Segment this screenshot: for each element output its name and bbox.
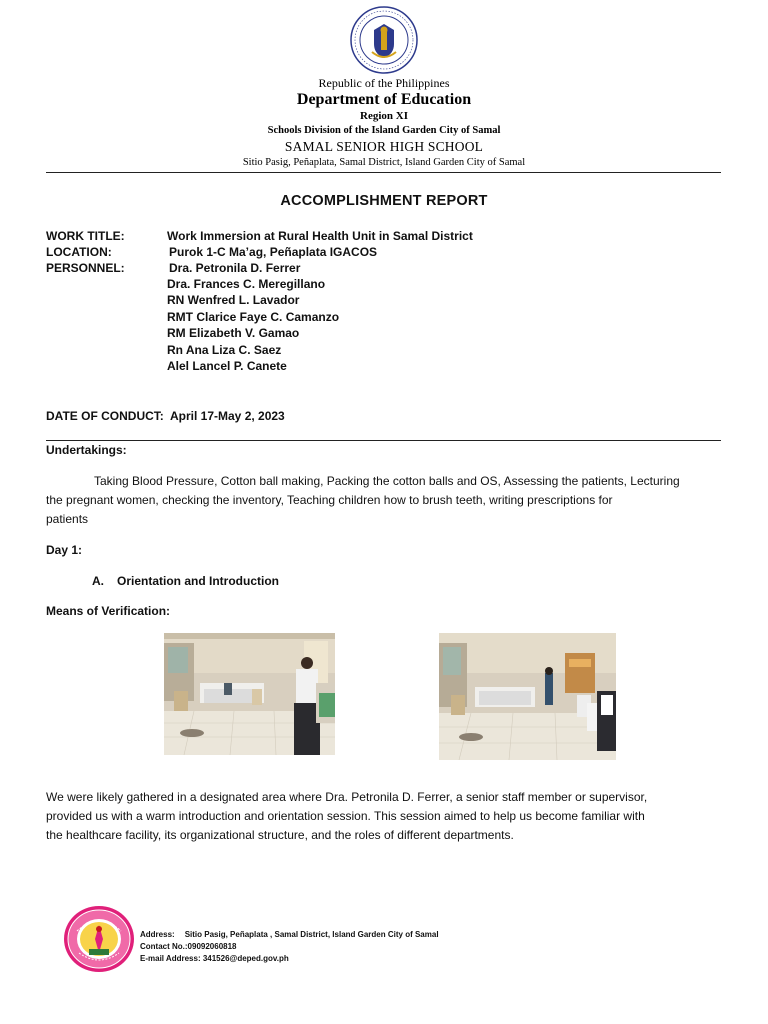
header-region: Region XI [360, 110, 408, 122]
footer-address-value: Sitio Pasig, Peñaplata , Samal District, Island Garden City of Samal [184, 930, 439, 939]
header-divider [46, 172, 721, 173]
personnel-item: Dra. Frances C. Meregillano [167, 277, 326, 291]
location-label: LOCATION: [46, 245, 112, 259]
day1-heading: Day 1: [46, 543, 83, 557]
personnel-item: Dra. Petronila D. Ferrer [169, 261, 301, 275]
header-address: Sitio Pasig, Peñaplata, Samal District, Island Garden City of Samal [242, 157, 526, 168]
footer-address-label: Address: [140, 930, 175, 939]
footer-address [140, 930, 439, 939]
undertakings-line: patients [46, 512, 89, 526]
summary-line: the healthcare facility, its organizational structure, and the roles of different departments. [46, 828, 514, 842]
summary-line: We were likely gathered in a designated area where Dra. Petronila D. Ferrer, a senior staff member or supervisor, [46, 790, 648, 804]
deped-seal-logo [350, 6, 418, 74]
summary-line: provided us with a warm introduction and orientation session. This session aimed to help us become familiar with [46, 809, 645, 823]
undertakings-line: the pregnant women, checking the inventory, Teaching children how to brush teeth, writing prescriptions for [46, 493, 613, 507]
personnel-item: RN Wenfred L. Lavador [167, 293, 300, 307]
verification-photo [439, 633, 616, 760]
day1-item: Orientation and Introduction [117, 574, 279, 588]
verification-photo [164, 633, 335, 755]
work-title-value: Work Immersion at Rural Health Unit in Samal District [167, 229, 473, 243]
personnel-item: RMT Clarice Faye C. Camanzo [167, 310, 340, 324]
work-title-label: WORK TITLE: [46, 229, 125, 243]
undertakings-line: Taking Blood Pressure, Cotton ball making, Packing the cotton balls and OS, Assessing the patients, Lecturing [94, 474, 680, 488]
date-value: April 17-May 2, 2023 [170, 409, 285, 423]
personnel-item: Rn Ana Liza C. Saez [167, 343, 282, 357]
verification-heading: Means of Verification: [46, 604, 171, 618]
personnel-item: Alel Lancel P. Canete [167, 359, 287, 373]
date-label: DATE OF CONDUCT: [46, 409, 164, 423]
undertakings-heading: Undertakings: [46, 443, 127, 457]
footer-contact: Contact No.:09092060818 [140, 942, 237, 951]
footer-email: E-mail Address: 341526@deped.gov.ph [140, 954, 289, 963]
personnel-label: PERSONNEL: [46, 261, 125, 275]
header-division: Schools Division of the Island Garden City of Samal [267, 125, 501, 136]
school-logo [63, 905, 135, 973]
header-school: SAMAL SENIOR HIGH SCHOOL [284, 139, 484, 154]
location-value: Purok 1-C Ma’ag, Peñaplata IGACOS [169, 245, 378, 259]
day1-item-marker: A. [92, 574, 104, 588]
personnel-item: RM Elizabeth V. Gamao [167, 326, 300, 340]
report-title: ACCOMPLISHMENT REPORT [280, 193, 488, 209]
header-department: Department of Education [296, 91, 472, 108]
header-republic: Republic of the Philippines [318, 76, 450, 90]
